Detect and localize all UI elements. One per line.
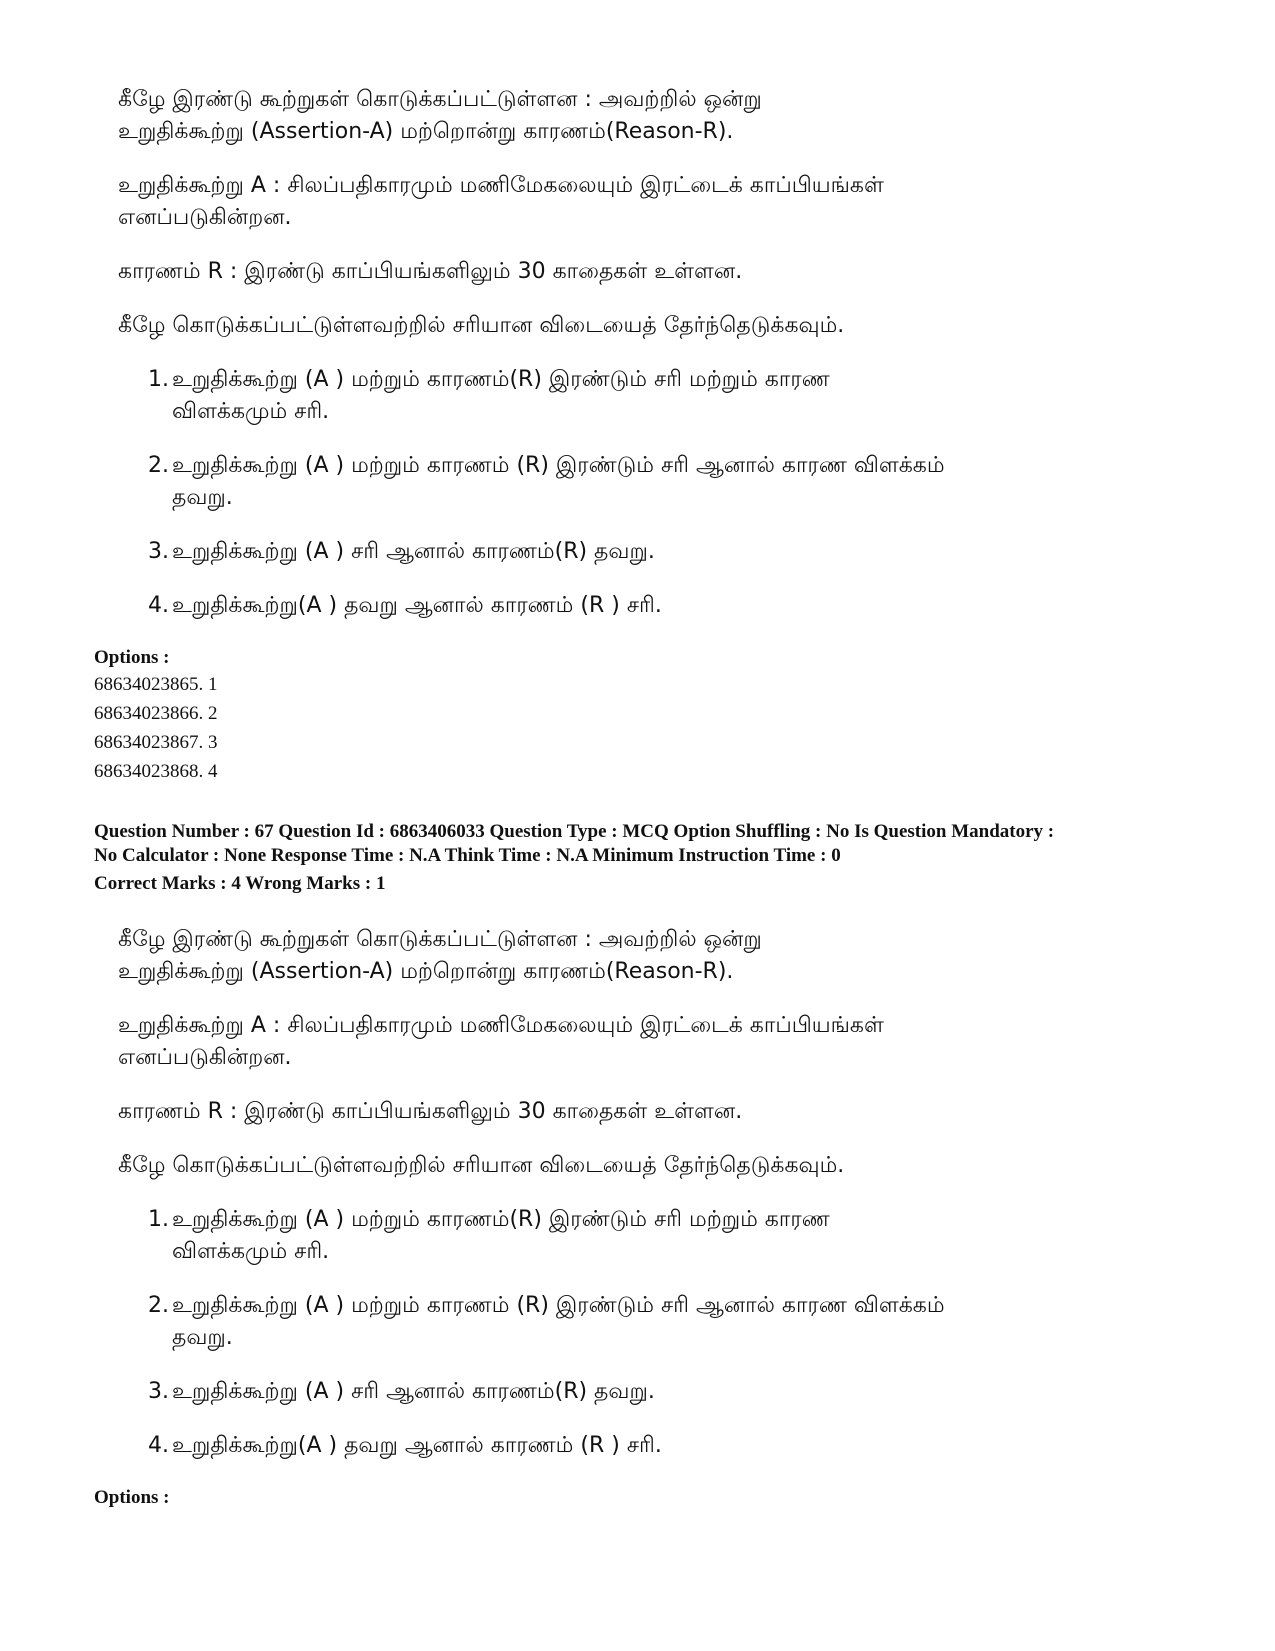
choice-item <box>148 1204 1188 1268</box>
intro-line: கீழே இரண்டு கூற்றுகள் கொடுக்கப்பட்டுள்ளன : அவற்றில் ஒன்று <box>118 927 762 952</box>
choice-text: உறுதிக்கூற்று (A ) மற்றும் காரணம் (R) இரண்டும் சரி ஆனால் காரண விளக்கம் <box>172 1293 945 1318</box>
choice-number: 4. <box>148 1433 169 1458</box>
reason-paragraph: காரணம் R : இரண்டு காப்பியங்களிலும் 30 காதைகள் உள்ளன. <box>118 259 743 284</box>
options-label: Options : <box>94 647 170 668</box>
options-label: Options : <box>94 1487 170 1508</box>
option-id-item: 68634023868. 4 <box>94 761 218 782</box>
question-body-2 <box>0 924 1275 1462</box>
choice-number: 4. <box>148 593 169 618</box>
choice-item <box>148 536 1188 568</box>
assertion-paragraph <box>118 170 1198 234</box>
assertion-paragraph <box>118 1010 1198 1074</box>
meta-line: Question Number : 67 Question Id : 6863406033 Question Type : MCQ Option Shuffling : No Is Question Mandatory : <box>94 821 1055 842</box>
choice-text: உறுதிக்கூற்று(A ) தவறு ஆனால் காரணம் (R ) சரி. <box>172 593 662 618</box>
choice-text: விளக்கமும் சரி. <box>172 1239 330 1264</box>
choice-text: உறுதிக்கூற்று (A ) மற்றும் காரணம் (R) இரண்டும் சரி ஆனால் காரண விளக்கம் <box>172 453 945 478</box>
instruction-paragraph: கீழே கொடுக்கப்பட்டுள்ளவற்றில் சரியான விடையைத் தேர்ந்தெடுக்கவும். <box>118 313 845 338</box>
intro-line: உறுதிக்கூற்று (Assertion-A) மற்றொன்று காரணம்(Reason-R). <box>118 119 734 144</box>
choice-number: 3. <box>148 1379 169 1404</box>
choice-text: விளக்கமும் சரி. <box>172 399 330 424</box>
choice-item <box>148 1430 1188 1462</box>
meta-line: No Calculator : None Response Time : N.A Think Time : N.A Minimum Instruction Time : 0 <box>94 845 841 866</box>
marks-line: Correct Marks : 4 Wrong Marks : 1 <box>94 873 386 894</box>
choice-number: 2. <box>148 1293 169 1318</box>
intro-paragraph <box>118 924 1198 988</box>
choice-number: 2. <box>148 453 169 478</box>
option-id-list <box>94 670 218 786</box>
choice-text: உறுதிக்கூற்று (A ) சரி ஆனால் காரணம்(R) தவறு. <box>172 539 655 564</box>
choice-text: உறுதிக்கூற்று(A ) தவறு ஆனால் காரணம் (R ) சரி. <box>172 1433 662 1458</box>
assertion-line: எனப்படுகின்றன. <box>118 205 292 230</box>
instruction-paragraph: கீழே கொடுக்கப்பட்டுள்ளவற்றில் சரியான விடையைத் தேர்ந்தெடுக்கவும். <box>118 1153 845 1178</box>
assertion-line: உறுதிக்கூற்று A : சிலப்பதிகாரமும் மணிமேகலையும் இரட்டைக் காப்பியங்கள் <box>118 173 884 198</box>
reason-paragraph: காரணம் R : இரண்டு காப்பியங்களிலும் 30 காதைகள் உள்ளன. <box>118 1099 743 1124</box>
choice-text: தவறு. <box>172 485 233 510</box>
choice-text: தவறு. <box>172 1325 233 1350</box>
choice-item <box>148 1376 1188 1408</box>
choice-item <box>148 364 1188 428</box>
choice-list <box>0 364 1275 622</box>
choice-list <box>0 1204 1275 1462</box>
intro-line: கீழே இரண்டு கூற்றுகள் கொடுக்கப்பட்டுள்ளன : அவற்றில் ஒன்று <box>118 87 762 112</box>
choice-number: 3. <box>148 539 169 564</box>
choice-text: உறுதிக்கூற்று (A ) சரி ஆனால் காரணம்(R) தவறு. <box>172 1379 655 1404</box>
choice-number: 1. <box>148 367 169 392</box>
assertion-line: எனப்படுகின்றன. <box>118 1045 292 1070</box>
choice-text: உறுதிக்கூற்று (A ) மற்றும் காரணம்(R) இரண்டும் சரி மற்றும் காரண <box>172 367 830 392</box>
choice-item <box>148 590 1188 622</box>
question-body-1 <box>0 84 1275 622</box>
option-id-item: 68634023866. 2 <box>94 703 218 724</box>
intro-line: உறுதிக்கூற்று (Assertion-A) மற்றொன்று காரணம்(Reason-R). <box>118 959 734 984</box>
choice-text: உறுதிக்கூற்று (A ) மற்றும் காரணம்(R) இரண்டும் சரி மற்றும் காரண <box>172 1207 830 1232</box>
option-id-item: 68634023865. 1 <box>94 674 218 695</box>
choice-number: 1. <box>148 1207 169 1232</box>
question-meta <box>94 820 1214 896</box>
choice-item <box>148 450 1188 514</box>
option-id-item: 68634023867. 3 <box>94 732 218 753</box>
assertion-line: உறுதிக்கூற்று A : சிலப்பதிகாரமும் மணிமேகலையும் இரட்டைக் காப்பியங்கள் <box>118 1013 884 1038</box>
choice-item <box>148 1290 1188 1354</box>
intro-paragraph <box>118 84 1198 148</box>
